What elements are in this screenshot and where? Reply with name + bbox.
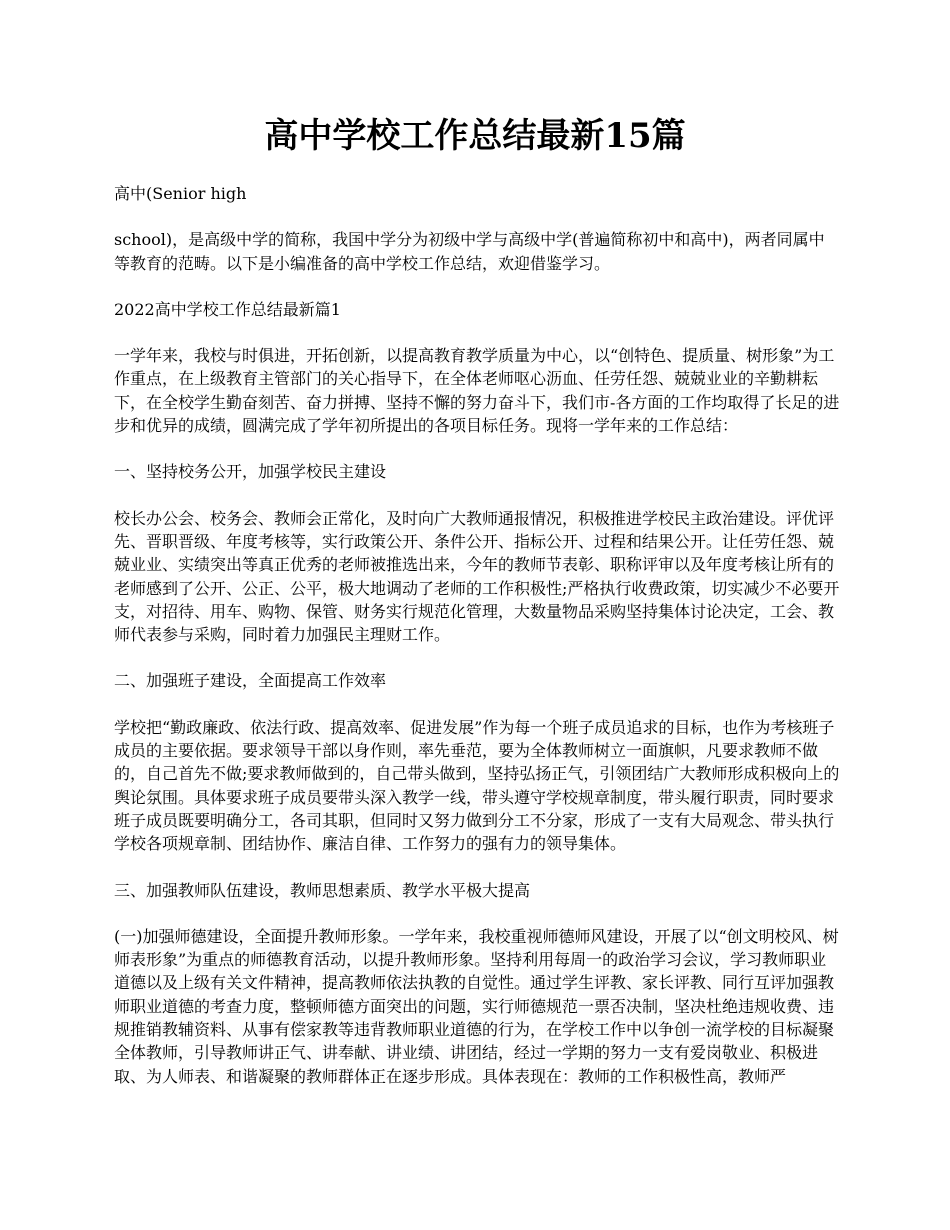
paragraph-democracy: 校长办公会、校务会、教师会正常化，及时向广大教师通报情况，积极推进学校民主政治建设。评优评先、晋职晋级、年度考核等，实行政策公开、条件公开、指标公开、过程和结果公开。让任劳任怨、兢兢业业、实绩突出等真正优秀的老师被推选出来，今年的教师节表彰、职称评审以及年度考核让所有的老师感到了公开、公正、公平，极大地调动了老师的工作积极性;严格执行收费政策，切实减少不必要开支，对招待、用车、购物、保管、财务实行规范化管理，大数量物品采购坚持集体讨论决定，工会、教师代表参与采购，同时着力加强民主理财工作。 — [114, 508, 840, 645]
paragraph-teacher-ethics: (一)加强师德建设，全面提升教师形象。一学年来，我校重视师德师风建设，开展了以“创文明校风、树师表形象”为重点的师德教育活动，以提升教师形象。坚持利用每周一的政治学习会议，学习教师职业道德以及上级有关文件精神，提高教师依法执教的自觉性。通过学生评教、家长评教、同行互评加强教师职业道德的考查力度，整顿师德方面突出的问题，实行师德规范一票否决制，坚决杜绝违规收费、违规推销教辅资料、从事有偿家教等违背教师职业道德的行为，在学校工作中以争创一流学校的目标凝聚全体教师，引导教师讲正气、讲奉献、讲业绩、讲团结，经过一学期的努力一支有爱岗敬业、积极进取、为人师表、和谐凝聚的教师群体正在逐步形成。具体表现在：教师的工作积极性高，教师严 — [114, 926, 839, 1086]
section-heading-3: 三、加强教师队伍建设，教师思想素质、教学水平极大提高 — [114, 880, 531, 900]
paragraph-leadership: 学校把“勤政廉政、依法行政、提高效率、促进发展”作为每一个班子成员追求的目标，也作为考核班子成员的主要依据。要求领导干部以身作则，率先垂范，要为全体教师树立一面旗帜，凡要求教师不做的，自己首先不做;要求教师做到的，自己带头做到，坚持弘扬正气，引领团结广大教师形成积极向上的舆论氛围。具体要求班子成员要带头深入教学一线，带头遵守学校规章制度，带头履行职责，同时要求班子成员既要明确分工，各司其职，但同时又努力做到分工不分家，形成了一支有大局观念、带头执行学校各项规章制、团结协作、廉洁自律、工作努力的强有力的领导集体。 — [114, 717, 840, 854]
document-body — [114, 182, 840, 1111]
section-heading-2: 二、加强班子建设，全面提高工作效率 — [114, 671, 387, 691]
document-title: 高中学校工作总结最新15篇 — [264, 116, 686, 156]
paragraph-intro-line1: 高中(Senior high — [114, 184, 247, 203]
section-heading-1: 一、坚持校务公开，加强学校民主建设 — [114, 462, 387, 482]
section-heading-article1: 2022高中学校工作总结最新篇1 — [114, 299, 341, 319]
paragraph-overview: 一学年来，我校与时俱进，开拓创新，以提高教育教学质量为中心，以“创特色、提质量、树形象”为工作重点，在上级教育主管部门的关心指导下，在全体老师呕心沥血、任劳任怨、兢兢业业的辛勤耕耘下，在全校学生勤奋刻苦、奋力拼搏、坚持不懈的努力奋斗下，我们市-各方面的工作均取得了长足的进步和优异的成绩，圆满完成了学年初所提出的各项目标任务。现将一学年来的工作总结： — [114, 346, 840, 436]
paragraph-intro-line2: school)，是高级中学的简称，我国中学分为初级中学与高级中学(普遍简称初中和高中)，两者同属中等教育的范畴。以下是小编准备的高中学校工作总结，欢迎借鉴学习。 — [114, 230, 825, 273]
